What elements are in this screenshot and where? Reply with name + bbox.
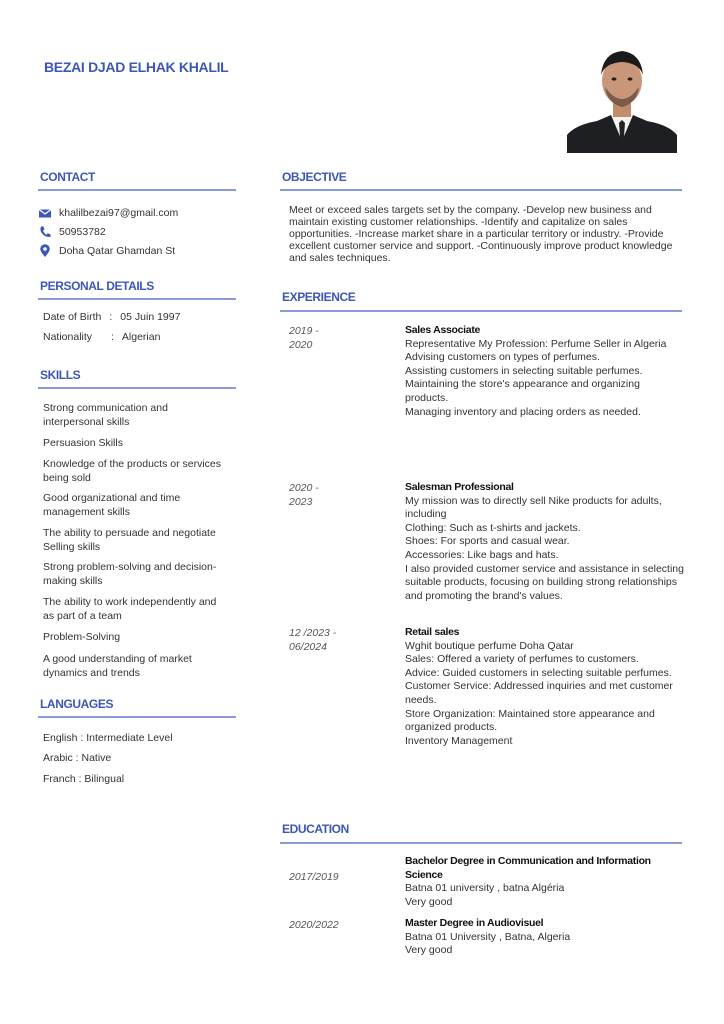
skill-item: A good understanding of market dynamics and trends	[43, 653, 192, 679]
phone-icon	[38, 225, 52, 239]
experience-date-start: 12 /2023 -	[289, 627, 337, 639]
experience-entry	[405, 626, 685, 748]
contact-email[interactable]: khalilbezai97@gmail.com	[59, 207, 179, 219]
experience-line: Advising customers on types of perfumes.	[405, 351, 600, 364]
experience-heading: EXPERIENCE	[282, 290, 356, 304]
detail-row-nationality	[43, 331, 160, 343]
detail-row-birth	[43, 311, 180, 323]
education-heading: EDUCATION	[282, 822, 349, 836]
experience-line: My mission was to directly sell Nike products for adults, including	[405, 494, 662, 521]
experience-date	[289, 324, 359, 352]
skill-item: Persuasion Skills	[43, 437, 123, 449]
education-title: Master Degree in Audiovisuel	[405, 917, 544, 929]
experience-date-end: 2020	[289, 339, 313, 351]
experience-line: Maintaining the store's appearance and organizing products.	[405, 378, 640, 404]
experience-date-end: 06/2024	[289, 641, 327, 653]
education-line: Very good	[405, 944, 453, 957]
education-title: Bachelor Degree in Communication and Information Science	[405, 855, 651, 881]
education-line: Batna 01 University , Batna, Algeria	[405, 930, 571, 943]
skill-item: Strong communication and interpersonal skills	[43, 402, 168, 428]
contact-address: Doha Qatar Ghamdan St	[59, 245, 176, 257]
experience-date-start: 2019 -	[289, 325, 319, 337]
detail-label: Date of Birth	[43, 311, 102, 323]
education-divider	[280, 842, 682, 844]
personal-details-divider	[38, 298, 236, 300]
experience-title: Salesman Professional	[405, 481, 514, 493]
profile-photo	[567, 41, 677, 153]
skill-item: Knowledge of the products or services being sold	[43, 458, 222, 484]
education-entry	[405, 855, 685, 909]
detail-label: Nationality	[43, 331, 93, 343]
skill-item: The ability to work independently and as part of a team	[43, 596, 217, 622]
experience-line: Sales: Offered a variety of perfumes to customers.	[405, 653, 639, 666]
experience-line: Accessories: Like bags and hats.	[405, 548, 559, 561]
experience-line: Wghit boutique perfume Doha Qatar	[405, 639, 574, 652]
contact-email-row	[38, 206, 178, 220]
experience-line: Representative My Profession: Perfume Seller in Algeria	[405, 337, 667, 350]
skills-divider	[38, 387, 236, 389]
skill-item: Good organizational and time management skills	[43, 492, 181, 518]
objective-heading: OBJECTIVE	[282, 170, 347, 184]
experience-line: Clothing: Such as t-shirts and jackets.	[405, 521, 581, 534]
experience-line: Inventory Management	[405, 734, 513, 747]
envelope-icon	[38, 206, 52, 220]
experience-line: Advice: Guided customers in selecting suitable perfumes.	[405, 666, 672, 679]
experience-line: Customer Service: Addressed inquiries and met customer needs.	[405, 680, 673, 706]
personal-details-heading: PERSONAL DETAILS	[40, 279, 154, 293]
contact-address-row	[38, 244, 175, 258]
experience-line: Shoes: For sports and casual wear.	[405, 535, 570, 548]
skills-heading: SKILLS	[40, 368, 81, 382]
experience-date	[289, 481, 359, 509]
contact-phone[interactable]: 50953782	[59, 226, 106, 238]
contact-divider	[38, 189, 236, 191]
experience-title: Retail sales	[405, 626, 460, 638]
education-line: Batna 01 university , batna Algéria	[405, 882, 565, 895]
skill-item: Strong problem-solving and decision-making skills	[43, 561, 217, 587]
experience-entry	[405, 481, 685, 603]
detail-value: 05 Juin 1997	[120, 311, 181, 323]
detail-separator: :	[111, 331, 114, 343]
education-date: 2020/2022	[289, 919, 339, 931]
experience-date	[289, 626, 359, 654]
education-line: Very good	[405, 895, 453, 908]
candidate-name: BEZAI DJAD ELHAK KHALIL	[44, 59, 229, 75]
profile-photo-image	[567, 41, 677, 153]
languages-divider	[38, 716, 236, 718]
education-date: 2017/2019	[289, 871, 339, 883]
location-pin-icon	[38, 244, 52, 258]
experience-entry	[405, 324, 685, 419]
objective-text: Meet or exceed sales targets set by the company. -Develop new business and maintain existing customer relationships. -Identify and capitalize on sales opportunities. -Increase market share in a particular territory or industry. -Provide excellent customer service and support. -Continuously improve product knowledge and sales techniques.	[289, 204, 673, 264]
language-item: English : Intermediate Level	[43, 732, 173, 744]
experience-line: Store Organization: Maintained store appearance and organized products.	[405, 707, 655, 734]
experience-line: Managing inventory and placing orders as needed.	[405, 405, 641, 418]
skill-item: Problem-Solving	[43, 631, 121, 643]
detail-separator: :	[109, 311, 113, 323]
skill-item: The ability to persuade and negotiate Selling skills	[43, 527, 216, 553]
experience-divider	[280, 310, 682, 312]
experience-title: Sales Associate	[405, 324, 481, 336]
experience-line: I also provided customer service and assistance in selecting suitable products, focusing on building strong relationships and promoting the brand's values.	[405, 562, 684, 602]
contact-phone-row	[38, 225, 106, 239]
experience-date-start: 2020 -	[289, 482, 319, 494]
detail-value: Algerian	[121, 331, 161, 343]
languages-heading: LANGUAGES	[40, 697, 114, 711]
language-item: Franch : Bilingual	[43, 773, 125, 785]
education-entry	[405, 917, 685, 958]
experience-date-end: 2023	[289, 496, 313, 508]
experience-line: Assisting customers in selecting suitable perfumes.	[405, 364, 643, 377]
objective-divider	[280, 189, 682, 191]
contact-heading: CONTACT	[40, 170, 95, 184]
language-item: Arabic : Native	[43, 752, 112, 764]
